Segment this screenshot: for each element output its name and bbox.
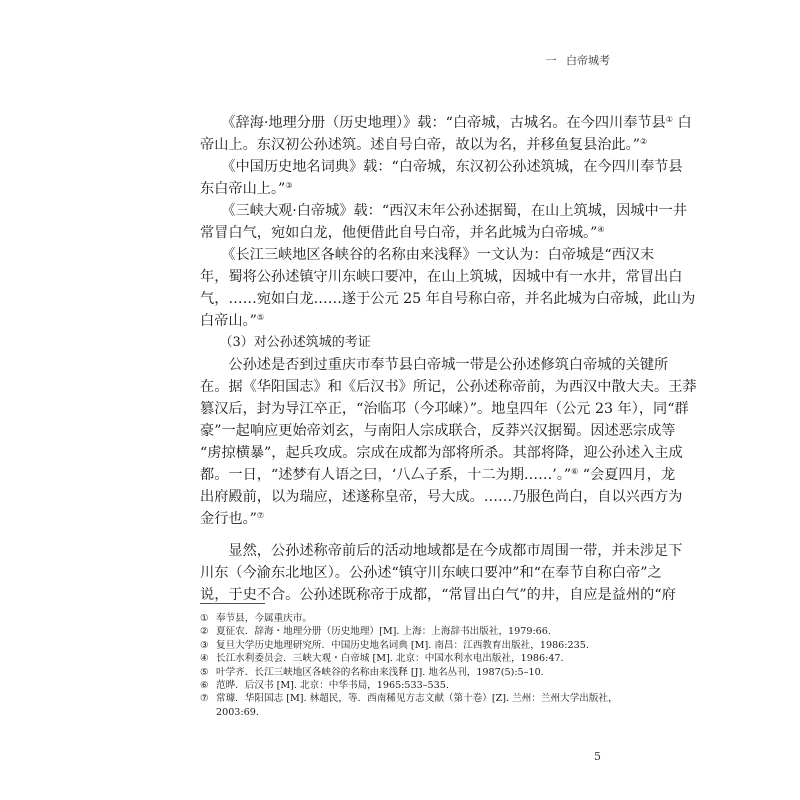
footnote-ref: ③: [285, 181, 293, 190]
body-line: “虏掠横暴”，起兵攻成。宗成在成都为部将所杀。其部将降，迎公孙述入主成: [200, 445, 683, 461]
footnote-mark: ⑦: [200, 693, 209, 705]
running-head-dash: 一: [545, 54, 557, 67]
footnote: ② 夏征农．辞海・地理分册（历史地理）[M]. 上海：上海辞书出版社，1979:66.: [200, 626, 551, 638]
running-head-title: 白帝城考: [566, 54, 610, 67]
body-line: 豪”一起响应更始帝刘玄，与南阳人宗成联合，反莽兴汉据蜀。因述恶宗成等: [200, 423, 676, 439]
footnote: ⑥ 范晔．后汉书 [M]. 北京：中华书局，1965:533–535.: [200, 680, 449, 692]
footnote-ref: ①: [665, 115, 673, 124]
footnote-ref: ⑥: [571, 467, 579, 476]
body-line: 川东（今渝东北地区）。公孙述“镇守川东峡口要冲”和“在奉节自称白帝”之: [200, 565, 662, 581]
body-line: 《辞海·地理分册（历史地理）》载：“白帝城，古城名。在今四川奉节县① 白: [200, 115, 692, 131]
footnote-continuation: 2003:69.: [216, 706, 259, 718]
body-line: 常冒白气，宛如白龙，他便借此自号白帝，并名此城为白帝城。”④: [200, 225, 605, 241]
footnote-mark: ②: [200, 626, 209, 638]
body-line: 白帝山。”⑤: [200, 313, 265, 329]
footnote-mark: ⑤: [200, 666, 209, 678]
footnote-mark: ⑥: [200, 680, 209, 692]
paragraph-gap: [200, 530, 605, 540]
footnotes: [200, 612, 618, 719]
footnote: ③ 复旦大学历史地理研究所．中国历史地名词典 [M]. 南昌：江西教育出版社，1986:235.: [200, 639, 589, 651]
footnote-ref: ②: [639, 137, 648, 146]
footnote: ④ 长江水利委员会．三峡大观・白帝城 [M]. 北京：中国水利水电出版社，1986:47.: [200, 653, 564, 665]
footnote: ① 奉节县，今属重庆市。: [200, 613, 312, 624]
section-subheading: （3）对公孙述筑城的考证: [200, 335, 371, 350]
body-line: 金行也。”⑦: [200, 511, 265, 527]
footnote-ref: ⑤: [256, 313, 265, 322]
body-line: 帝山上。东汉初公孙述筑。述自号白帝，故以为名，并移鱼复县治此。”②: [200, 137, 648, 153]
body-line: 出府殿前，以为瑞应，述遂称皇帝，号大成。……乃服色尚白，自以兴西方为: [200, 489, 683, 505]
body-line: 《中国历史地名词典》载：“白帝城，东汉初公孙述筑城，在今四川奉节县: [200, 159, 683, 175]
body-line: 《长江三峡地区各峡谷的名称由来浅释》一文认为：白帝城是“西汉末: [200, 247, 655, 263]
footnote: ⑤ 叶学齐．长江三峡地区各峡谷的名称由来浅释 [J]. 地名丛刊，1987(5):5–10.: [200, 666, 544, 678]
body-line: 都。一日，“述梦有人语之曰，‘八厶子系，十二为期……’。”⑥ “会夏四月，龙: [200, 467, 676, 483]
footnote-mark: ①: [200, 613, 209, 624]
footnote-ref: ④: [597, 225, 605, 234]
body-line: 篡汉后，封为导江卒正，“治临邛（今邛崃）”。地皇四年（公元 23 年），同“群: [200, 401, 689, 417]
body-line: 年，蜀将公孙述镇守川东峡口要冲，在山上筑城，因城中有一水井，常冒出白: [200, 269, 683, 285]
body-line: 《三峡大观·白帝城》载：“西汉末年公孙述据蜀，在山上筑城，因城中一井: [200, 203, 688, 219]
body-line: 说，于史不合。公孙述既称帝于成都，“常冒出白气”的井，自应是益州的“府: [200, 587, 676, 603]
running-head: [546, 52, 611, 68]
page-number: 5: [594, 750, 601, 763]
footnote-ref: ⑦: [256, 511, 265, 520]
body-line: 在。据《华阳国志》和《后汉书》所记，公孙述称帝前，为西汉中散大夫。王莽: [200, 379, 697, 395]
footnote-mark: ④: [200, 653, 209, 665]
body-line: 气，……宛如白龙……遂于公元 25 年自号称白帝，并名此城为白帝城，此山为: [200, 291, 696, 307]
footnote: ⑦ 常璩．华阳国志 [M]. 林超民，等．西南稀见方志文献（第十卷）[Z]. 兰州：兰州大学出版社，: [200, 693, 618, 705]
body-text: [200, 112, 697, 606]
body-line: 公孙述是否到过重庆市奉节县白帝城一带是公孙述修筑白帝城的关键所: [200, 357, 669, 373]
body-line: 显然，公孙述称帝前后的活动地域都是在今成都市周围一带，并未涉足下: [200, 543, 683, 559]
body-line: 东白帝山上。”③: [200, 181, 293, 197]
footnote-rule: [200, 603, 265, 604]
footnote-mark: ③: [200, 639, 209, 651]
